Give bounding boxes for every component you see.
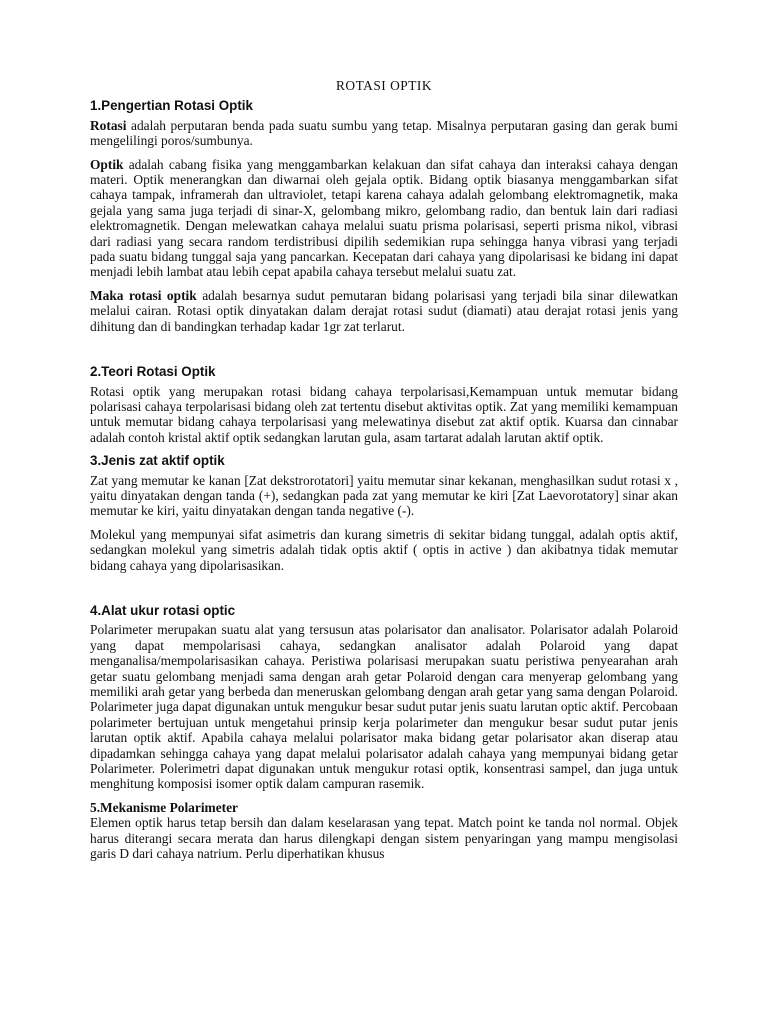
- document-title: ROTASI OPTIK: [335, 78, 433, 93]
- paragraph-text: adalah besarnya sudut pemutaran bidang polarisasi yang terjadi bila sinar dilewatkan melalui cairan. Rotasi optik dinyatakan dalam derajat rotasi sudut (diamati) atau derajat rotasi jenis yang dihitung dan di bandingkan terhadap kadar 1gr zat terlarut.: [90, 287, 678, 334]
- term-optik: Optik: [90, 156, 124, 172]
- paragraph-alat-ukur: Polarimeter merupakan suatu alat yang tersusun atas polarisator dan analisator. Polarisator adalah Polaroid yang dapat mempolarisasi cahaya, sedangkan analisator adalah Polaroid yang dapat menganalisa/mempolarisasikan cahaya. Peristiwa polarisasi merupakan suatu peristiwa penyearahan arah getar suatu gelombang menjadi sama dengan arah getar Polaroid dengan cara menyerap gelombang yang memiliki arah getar yang berbeda dan meneruskan gelombang dengan arah getar yang sama dengan Polaroid. Polarimeter juga dapat digunakan untuk mengukur besar sudut putar jenis suatu larutan optic aktif. Percobaan polarimeter bertujuan untuk mengetahui prinsip kerja polarimeter dan mengukur besar sudut putar jenis larutan optik aktif. Apabila cahaya melalui polarisator maka bidang getar polarisator akan diserap atau dipadamkan sehingga cahaya yang dapat melalui polarisator adalah cahaya yang mempunyai bidang getar Polarimeter. Polerimetri dapat digunakan untuk mengukur rotasi optik, konsentrasi sampel, dan juga untuk menghitung komposisi isomer optik dalam campuran rasemik.: [90, 622, 678, 792]
- paragraph-text: adalah cabang fisika yang menggambarkan kelakuan dan sifat cahaya dan interaksi cahaya dengan materi. Optik menerangkan dan diwarnai oleh gejala optik. Bidang optik biasanya menggambarkan sifat cahaya tampak, inframerah dan ultraviolet, tetapi karena cahaya adalah gelombang elektromagnetik, maka gejala yang sama juga terjadi di sinar-X, gelombang mikro, gelombang radio, dan bentuk lain dari radiasi elektromagnetik. Dengan melewatkan cahaya melalui suatu prisma polarisasi, seperti prisma nikol, vibrasi dari radiasi yang secara random terdistribusi dipilih sedemikian rupa sehingga hanya vibrasi yang terjadi pada suatu bidang tunggal saja yang pancarkan. Kecepatan dari cahaya yang dipolarisasi ke bidang ini dapat menjadi lebih lambat atau lebih cepat apabila cahaya tersebut melalui suatu zat.: [90, 156, 678, 280]
- paragraph-optik: [90, 157, 678, 280]
- term-maka-rotasi-optik: Maka rotasi optik: [90, 287, 197, 303]
- paragraph-jenis-1: Zat yang memutar ke kanan [Zat dekstrorotatori] yaitu memutar sinar kekanan, menghasilkan sudut rotasi x , yaitu dinyatakan dengan tanda (+), sedangkan pada zat yang memutar ke kiri [Zat Laevorotatory] sinar akan memutar ke kiri, yaitu dinyatakan dengan tanda negative (-).: [90, 472, 678, 519]
- term-rotasi: Rotasi: [90, 117, 127, 133]
- paragraph-maka-rotasi: [90, 288, 678, 334]
- section-heading-2: 2.Teori Rotasi Optik: [90, 364, 216, 380]
- spacer: [90, 342, 678, 364]
- paragraph-text: adalah perputaran benda pada suatu sumbu yang tetap. Misalnya perputaran gasing dan gerak bumi mengelilingi poros/sumbunya.: [90, 117, 678, 149]
- section-heading-5: 5.Mekanisme Polarimeter: [90, 799, 238, 815]
- section-heading-4: 4.Alat ukur rotasi optic: [90, 602, 236, 618]
- section-heading-3: 3.Jenis zat aktif optik: [90, 453, 225, 469]
- paragraph-mekanisme: Elemen optik harus tetap bersih dan dalam keselarasan yang tepat. Match point ke tanda nol normal. Objek harus diterangi secara merata dan harus dilengkapi dengan sistem penyaringan yang mampu mengisolasi garis D dari cahaya natrium. Perlu diperhatikan khusus: [90, 815, 678, 862]
- spacer: [90, 581, 678, 603]
- paragraph-rotasi: [90, 118, 678, 149]
- paragraph-jenis-2: Molekul yang mempunyai sifat asimetris dan kurang simetris di sekitar bidang tunggal, adalah optis aktif, sedangkan molekul yang simetris adalah tidak optis aktif ( optis in active ) dan akibatnya tidak memutar bidang cahaya yang dipolarisasikan.: [90, 526, 678, 573]
- section-heading-1: 1.Pengertian Rotasi Optik: [90, 98, 253, 114]
- paragraph-teori: Rotasi optik yang merupakan rotasi bidang cahaya terpolarisasi,Kemampuan untuk memutar bidang polarisasi cahaya terpolarisasi bidang oleh zat tertentu disebut aktivitas optik. Zat yang memiliki kemampuan untuk memutar bidang cahaya terpolarisasi yang melewatinya disebut zat aktif optik. Kuarsa dan cinnabar adalah contoh kristal aktif optik sedangkan larutan gula, asam tartarat adalah larutan aktif optik.: [90, 383, 678, 445]
